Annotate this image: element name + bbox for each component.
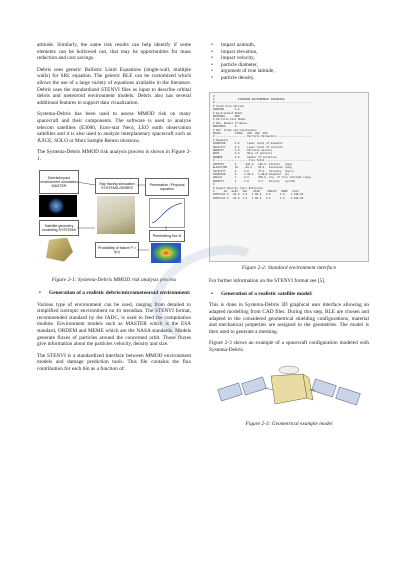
paragraph: Systema-Debris has been used to assess MMOD risk on many spacecraft and their components. The software is used to analyze telecom satellites (E3000, Euro-star Neo), LEO earth observation satellites and it is also used to analyze interplanetary spacecraft such as JUICE, SOLO or Mars Sample Return missions. [37, 111, 191, 144]
list-item: • particle density. [209, 75, 369, 82]
diagram-box-probability: Probability of failure P = f(n) [95, 242, 139, 258]
stenvi-line: ELEVATION 18 -90.0 90.0 Elevation (deg) [213, 166, 315, 170]
list-item: • impact azimuth, [209, 42, 369, 49]
stenvi-line: DIAMETER 0 1.0E-6 1.0E+1 Diameter (m) [213, 172, 315, 176]
diagram-box-environment: Debris/Impact environment simulation MASTER [39, 170, 79, 194]
paragraph: attitude. Similarly, the same risk results can help identify if some elements can be hollowed out, that may be opportunities for mass reduction and cost savings. [37, 42, 191, 62]
figure-2-3-caption: Figure 2-3: Geometrical example model [245, 420, 333, 427]
stenvi-line: # [213, 183, 316, 187]
paragraph: The Systema-Debris MMOD risk analysis process is shown in Figure 2-1. [37, 149, 191, 162]
paragraph: Figure 2-3 shows an example of a spacecraft configuration modeled with Systema-Debris. [209, 340, 369, 353]
stenvi-line: PARTFLUX 0 -90.0 1.0 1.0E-6 0.0 1.0 1.23E-05 [213, 193, 316, 197]
section-heading-satellite: • Generation of a realistic satellite model: [209, 291, 369, 298]
stenvi-line: ENVMODEL MEM [213, 115, 315, 118]
diagram-box-penetrating-flux: Penetrating flux N [149, 230, 185, 242]
stenvi-line: NRECORDS 2 [213, 125, 315, 129]
diagram-box-geometry: Satellite geometry modelling SYSTEMA [39, 220, 79, 236]
bullet-list [209, 42, 369, 82]
diagram-box-penetration: Penetration / Physical equation [145, 178, 189, 196]
stenvi-line: # Ref. Frame and Coordinates [213, 128, 315, 132]
stenvi-line: # -------------------- Flux Table ----------------------------- [213, 159, 316, 163]
stenvi-line: VELOCITY 0 0.0 75.0 Velocity (km/s) [213, 169, 315, 173]
stenvi-line: DIAMETER 0.0 Lower limit of diameter [213, 142, 315, 146]
paragraph: Various type of environment can be used, ranging from detailed to simplified isotropic environment on 4π steradian. The STENVI format, recommended standard by the IADC, is used to feed the computation module. Environment models such as MASTER which is the ESA standard, ORDEM and MEME which are the NASA standards. Models generate fluxes of particles around the concerned orbit. Those fluxes give information about the particles velocity, density and size. [37, 301, 191, 348]
stenvi-line: # Environment Model [213, 111, 315, 115]
satellite-model-image [209, 360, 369, 416]
right-column [209, 42, 369, 434]
stenvi-file-text [210, 93, 368, 203]
figure-2-1-diagram [37, 168, 191, 272]
diagram-box-raytracing: Ray tracing simulation SYSTEMA-DEBRIS [95, 178, 139, 194]
stenvi-line: SPACE FIXED 000 000 000 [213, 132, 315, 136]
stenvi-line: ARGLAT 1 0.0 360.0 Arg. of true latitude (deg) [213, 176, 315, 180]
stenvi-line: # STANDARD ENVIRONMENT INTERFACE [213, 97, 316, 101]
stenvi-line: # ------------------- Particle Parameters --------------------- [213, 135, 316, 139]
stenvi-file-listing [209, 92, 369, 262]
stenvi-line: # Input File Version [213, 104, 315, 108]
stenvi-line: # [213, 94, 316, 98]
stenvi-line: # Particle Flux Model [213, 118, 315, 122]
stenvi-line: AZIMUTH 0 -180.0 180.0 Azimuth (deg) [213, 162, 315, 166]
stenvi-line: MASS 0.0 Mass of particle [213, 152, 315, 156]
list-item: • particle diameter, [209, 62, 369, 69]
paragraph: The STENVI is a standardized interface between MMOD environment models and damage prediction tools. This file contains the flux contribution for each bin as a function of: [37, 352, 191, 373]
stenvi-line: # --------------------------------------------------------------- [213, 101, 316, 105]
figure-2-3-satellite-model [209, 360, 369, 416]
stenvi-line: # Impact Results (nbr) Reference [213, 186, 315, 190]
stenvi-line: # Diameter [213, 138, 315, 142]
paragraph: This is done in Systema-Debris 3D graphical user interface allowing an adapted modelling from CAD files. During this step, BLE are chosen and adapted to the considered geometrical shielding configurations, material and mechanical properties are assigned to the geometries. The model is then used to generate a meshing. [209, 302, 369, 335]
stenvi-line: VERSION 2.0 [213, 108, 315, 112]
paragraph: Debris uses generic Ballistic Limit Equations (single-wall, multiple walls) for SRL equation. The generic BLE can be customized which allows the use of a large variety of equations available in the literature. Debris uses the standardized STENVI files as input to describe orbital debris and meteoroid environment models. Debris also has several additional features to support data visualization. [37, 66, 191, 106]
figure-2-1-caption: Figure 2-1: Systema-Debris MMOD risk analysis process [51, 276, 177, 283]
list-item: • argument of true latitude, [209, 68, 369, 75]
figure-2-2-caption: Figure 2-2: Standard environment interface [241, 264, 337, 271]
stenvi-line: PARTFLUX 0 -80.0 1.0 1.0E-6 0.0 1.0 2.01E-05 [213, 196, 316, 200]
paragraph: For further information on the STENVI format see [5]. [209, 278, 326, 285]
list-item: • impact elevation, [209, 49, 369, 56]
diagram-arrows [37, 168, 191, 272]
list-item: • impact velocity, [209, 55, 369, 62]
stenvi-line: DENSITY 1 1.0 3.0 Density (g/cm3) [213, 179, 315, 183]
stenvi-line: VELOCITY 0.0 Lower limit of velocity [213, 145, 315, 149]
stenvi-line: # Max. Number of Bases [213, 121, 315, 125]
section-heading-environment: • Generation of a realistic debris/micrometeoroid environment: [37, 290, 191, 297]
stenvi-line: DENSITY 0.0 Particle density [213, 149, 315, 153]
stenvi-line: NUMBER 0.0 Number of particles [213, 155, 315, 159]
stenvi-line: # AZ ELEV VEL DIAM ARGLAT DENS FLUX [213, 189, 318, 193]
